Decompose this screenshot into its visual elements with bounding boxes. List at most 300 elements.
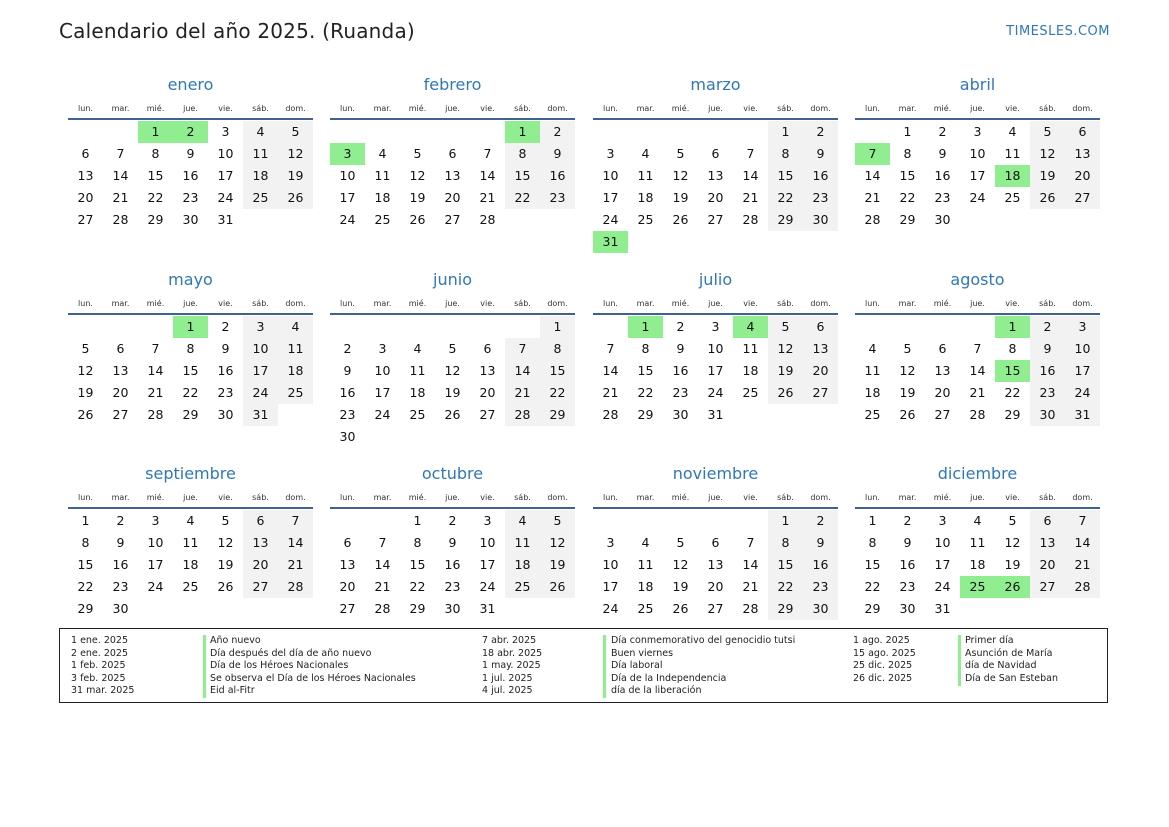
day-cell: 22 [540,382,575,404]
weekday-label: sáb. [1039,299,1056,308]
legend-marker-1 [203,635,206,698]
day-cell: 13 [479,363,496,378]
day-cell: 18 [637,190,654,205]
day-cell: 2 [803,510,838,532]
day-cell: 1 [868,513,877,528]
month-divider [330,313,575,315]
day-cell: 6 [116,341,125,356]
day-cell: 10 [707,341,724,356]
day-cell: 8 [768,532,803,554]
day-cell: 9 [803,143,838,165]
day-cell: 28 [112,212,129,227]
day-cell: 14 [742,168,759,183]
day-cell: 27 [112,407,129,422]
month-divider [68,118,313,120]
legend-dates-col-1 [71,635,134,698]
day-cell: 29 [637,407,654,422]
day-cell: 13 [707,168,724,183]
day-cell: 16 [217,363,234,378]
day-cell: 20 [707,190,724,205]
day-cell: 24 [339,212,356,227]
empty-cell [890,316,925,338]
empty-cell [855,121,890,143]
day-cell: 20 [479,385,496,400]
weekday-label: mar. [636,299,655,308]
weekday-label: jue. [445,493,460,502]
day-cell: 9 [1030,338,1065,360]
day-cell: 5 [81,341,90,356]
legend-date: 15 ago. 2025 [853,647,916,659]
day-cell: 4 [973,513,982,528]
weekday-label: lun. [78,299,93,308]
day-cell: 26 [672,212,689,227]
weekday-label: dom. [285,104,306,113]
weekday-label: mié. [408,299,427,308]
day-cell: 6 [81,146,90,161]
day-cell: 28 [742,601,759,616]
legend-holiday-name: Día de los Héroes Nacionales [210,660,349,672]
weekday-header [68,489,313,507]
weekday-label: sáb. [777,493,794,502]
day-cell: 14 [112,168,129,183]
day-cell: 18 [243,165,278,187]
day-cell: 14 [505,360,540,382]
holiday-cell: 26 [995,576,1030,598]
day-cell: 30 [899,601,916,616]
weekday-label: jue. [708,299,723,308]
day-cell: 22 [77,579,94,594]
day-cell: 19 [540,554,575,576]
day-cell: 22 [409,579,426,594]
weekday-label: jue. [183,493,198,502]
day-cell: 24 [147,579,164,594]
day-cell: 25 [1004,190,1021,205]
day-cell: 18 [637,579,654,594]
day-cell: 8 [540,338,575,360]
month-divider [855,313,1100,315]
day-grid [68,121,313,231]
day-cell: 27 [707,601,724,616]
month-divider [330,118,575,120]
day-cell: 13 [444,168,461,183]
day-cell: 20 [112,385,129,400]
month-junio [330,268,575,448]
weekday-header [855,295,1100,313]
day-cell: 19 [1030,165,1065,187]
day-cell: 6 [1065,121,1100,143]
day-cell: 4 [505,510,540,532]
day-cell: 30 [672,407,689,422]
weekday-label: vie. [1005,493,1020,502]
holiday-cell: 1 [138,121,173,143]
day-cell: 29 [768,209,803,231]
day-cell: 9 [116,535,125,550]
legend-holiday-name: Día de la Independencia [611,672,727,684]
empty-cell [733,121,768,143]
weekday-label: mar. [636,493,655,502]
weekday-label: lun. [603,493,618,502]
day-cell: 29 [899,212,916,227]
weekday-label: vie. [743,493,758,502]
day-cell: 29 [540,404,575,426]
month-divider [855,507,1100,509]
day-cell: 10 [147,535,164,550]
weekday-label: mar. [898,299,917,308]
weekday-label: lun. [340,104,355,113]
day-cell: 26 [278,187,313,209]
day-cell: 19 [672,190,689,205]
day-cell: 11 [182,535,199,550]
day-cell: 25 [243,187,278,209]
day-cell: 8 [151,146,160,161]
month-diciembre [855,462,1100,620]
weekday-label: mié. [933,104,952,113]
weekday-label: vie. [218,104,233,113]
day-cell: 13 [707,557,724,572]
day-cell: 21 [864,190,881,205]
weekday-label: dom. [810,104,831,113]
weekday-label: jue. [970,299,985,308]
legend-date: 1 feb. 2025 [71,660,126,672]
empty-cell [365,510,400,532]
day-cell: 9 [676,341,685,356]
day-cell: 24 [969,190,986,205]
day-cell: 6 [1030,510,1065,532]
day-cell: 9 [448,535,457,550]
day-cell: 10 [339,168,356,183]
weekday-label: lun. [340,299,355,308]
day-cell: 10 [1065,338,1100,360]
empty-cell [138,316,173,338]
day-cell: 18 [278,360,313,382]
day-cell: 18 [409,385,426,400]
day-cell: 23 [1030,382,1065,404]
day-cell: 22 [768,187,803,209]
day-cell: 14 [1065,532,1100,554]
day-cell: 20 [243,554,278,576]
day-cell: 9 [803,532,838,554]
day-cell: 7 [746,146,755,161]
day-cell: 24 [1065,382,1100,404]
day-cell: 23 [934,190,951,205]
day-cell: 15 [540,360,575,382]
month-name: enero [167,75,214,94]
weekday-label: dom. [547,493,568,502]
day-cell: 15 [77,557,94,572]
day-cell: 5 [676,535,685,550]
day-cell: 24 [934,579,951,594]
weekday-label: dom. [285,299,306,308]
legend-names-col-3 [965,635,1058,685]
day-cell: 30 [112,601,129,616]
day-cell: 16 [803,554,838,576]
day-cell: 21 [479,190,496,205]
day-cell: 29 [409,601,426,616]
weekday-label: vie. [743,299,758,308]
day-cell: 13 [77,168,94,183]
weekday-header [68,100,313,118]
empty-cell [733,510,768,532]
holiday-cell: 2 [173,121,208,143]
empty-cell [663,121,698,143]
legend-marker-3 [958,635,961,686]
day-cell: 6 [343,535,352,550]
empty-cell [593,121,628,143]
day-cell: 10 [602,557,619,572]
holiday-cell: 25 [960,576,995,598]
day-cell: 5 [278,121,313,143]
holiday-cell: 1 [505,121,540,143]
day-cell: 4 [278,316,313,338]
day-cell: 14 [479,168,496,183]
day-cell: 25 [374,212,391,227]
month-divider [330,507,575,509]
day-cell: 10 [969,146,986,161]
day-cell: 2 [676,319,685,334]
day-cell: 15 [409,557,426,572]
legend-date: 18 abr. 2025 [482,647,543,659]
day-cell: 6 [711,146,720,161]
holiday-cell: 15 [995,360,1030,382]
day-cell: 4 [378,146,387,161]
empty-cell [855,316,890,338]
holiday-cell: 1 [995,316,1030,338]
day-cell: 3 [483,513,492,528]
day-cell: 25 [278,382,313,404]
empty-cell [68,316,103,338]
month-name: mayo [168,270,213,289]
day-cell: 14 [742,557,759,572]
day-cell: 15 [864,557,881,572]
day-cell: 15 [637,363,654,378]
day-cell: 17 [374,385,391,400]
weekday-label: mar. [898,493,917,502]
day-cell: 27 [444,212,461,227]
day-cell: 31 [479,601,496,616]
weekday-label: jue. [970,493,985,502]
weekday-label: lun. [603,299,618,308]
day-cell: 30 [934,212,951,227]
weekday-header [855,489,1100,507]
day-cell: 25 [637,601,654,616]
day-cell: 31 [243,404,278,426]
day-cell: 17 [243,360,278,382]
day-cell: 15 [505,165,540,187]
day-cell: 7 [505,338,540,360]
legend-date: 1 jul. 2025 [482,672,533,684]
day-cell: 12 [77,363,94,378]
day-cell: 22 [505,187,540,209]
day-cell: 11 [505,532,540,554]
day-cell: 24 [602,212,619,227]
day-cell: 3 [606,535,615,550]
day-cell: 17 [147,557,164,572]
month-septiembre [68,462,313,620]
legend-holiday-name: día de Navidad [965,660,1037,672]
weekday-label: sáb. [514,493,531,502]
day-grid [593,316,838,426]
day-cell: 13 [112,363,129,378]
day-cell: 27 [1065,187,1100,209]
day-cell: 5 [540,510,575,532]
month-divider [68,507,313,509]
day-cell: 21 [278,554,313,576]
empty-cell [628,510,663,532]
day-cell: 3 [243,316,278,338]
day-cell: 21 [112,190,129,205]
holiday-cell: 18 [995,165,1030,187]
month-name: julio [698,270,733,289]
day-cell: 26 [409,212,426,227]
weekday-label: mié. [933,493,952,502]
day-cell: 8 [1008,341,1017,356]
site-link[interactable]: TIMESLES.COM [1006,24,1110,39]
day-cell: 25 [182,579,199,594]
day-cell: 1 [768,510,803,532]
day-cell: 30 [803,209,838,231]
month-name: octubre [421,464,484,483]
legend-holiday-name: Eid al-Fitr [210,685,255,697]
day-cell: 28 [742,212,759,227]
weekday-label: mar. [111,104,130,113]
day-cell: 16 [672,363,689,378]
day-cell: 13 [1065,143,1100,165]
weekday-header [855,100,1100,118]
empty-cell [330,510,365,532]
day-cell: 11 [243,143,278,165]
weekday-label: dom. [1072,104,1093,113]
day-cell: 27 [339,601,356,616]
day-cell: 15 [768,165,803,187]
holiday-cell: 3 [330,143,365,165]
month-divider [855,118,1100,120]
day-cell: 7 [483,146,492,161]
day-cell: 9 [186,146,195,161]
weekday-label: jue. [183,299,198,308]
day-cell: 4 [186,513,195,528]
day-cell: 2 [938,124,947,139]
weekday-label: jue. [183,104,198,113]
legend-date: 2 ene. 2025 [71,647,128,659]
day-cell: 2 [1030,316,1065,338]
weekday-label: sáb. [252,493,269,502]
legend-holiday-name: Primer día [965,635,1014,646]
legend-holiday-name: Asunción de María [965,647,1053,659]
weekday-label: vie. [480,493,495,502]
day-cell: 17 [1065,360,1100,382]
day-cell: 11 [374,168,391,183]
day-cell: 7 [116,146,125,161]
empty-cell [103,121,138,143]
day-cell: 6 [938,341,947,356]
month-julio [593,268,838,426]
day-cell: 20 [1030,554,1065,576]
day-grid [330,510,575,620]
day-cell: 7 [151,341,160,356]
holiday-cell: 1 [628,316,663,338]
day-cell: 24 [707,385,724,400]
empty-cell [400,316,435,338]
weekday-label: sáb. [1039,104,1056,113]
day-cell: 14 [864,168,881,183]
day-cell: 17 [707,363,724,378]
month-name: septiembre [145,464,236,483]
weekday-label: jue. [445,104,460,113]
day-cell: 21 [505,382,540,404]
day-cell: 13 [243,532,278,554]
day-grid [855,121,1100,231]
day-cell: 24 [479,579,496,594]
day-grid [593,121,838,253]
day-cell: 14 [602,363,619,378]
month-abril [855,73,1100,231]
day-cell: 30 [803,598,838,620]
day-grid [330,316,575,448]
day-cell: 16 [112,557,129,572]
day-cell: 9 [343,363,352,378]
day-cell: 23 [217,385,234,400]
legend-date: 25 dic. 2025 [853,660,913,672]
day-cell: 9 [540,143,575,165]
day-cell: 16 [803,165,838,187]
day-cell: 14 [278,532,313,554]
day-cell: 26 [768,382,803,404]
day-cell: 1 [413,513,422,528]
day-cell: 1 [540,316,575,338]
day-grid [68,316,313,426]
month-name: febrero [423,75,482,94]
day-cell: 1 [768,121,803,143]
weekday-label: vie. [480,299,495,308]
day-cell: 12 [278,143,313,165]
day-cell: 8 [903,146,912,161]
day-cell: 21 [147,385,164,400]
day-cell: 5 [413,146,422,161]
day-cell: 18 [182,557,199,572]
day-cell: 19 [444,385,461,400]
day-cell: 25 [637,212,654,227]
day-cell: 25 [505,576,540,598]
day-cell: 20 [803,360,838,382]
weekday-label: vie. [218,299,233,308]
day-cell: 26 [672,601,689,616]
day-cell: 21 [602,385,619,400]
day-cell: 4 [1008,124,1017,139]
day-cell: 11 [864,363,881,378]
day-cell: 13 [803,338,838,360]
day-cell: 19 [217,557,234,572]
empty-cell [470,121,505,143]
day-cell: 16 [444,557,461,572]
weekday-label: sáb. [1039,493,1056,502]
day-cell: 3 [221,124,230,139]
day-cell: 16 [182,168,199,183]
day-cell: 5 [903,341,912,356]
day-cell: 16 [1030,360,1065,382]
weekday-label: dom. [810,493,831,502]
day-cell: 23 [540,187,575,209]
day-cell: 19 [672,579,689,594]
day-cell: 16 [934,168,951,183]
day-cell: 29 [768,598,803,620]
weekday-label: mié. [933,299,952,308]
empty-cell [68,121,103,143]
day-cell: 23 [444,579,461,594]
day-cell: 8 [868,535,877,550]
empty-cell [435,316,470,338]
day-cell: 19 [409,190,426,205]
day-cell: 3 [711,319,720,334]
